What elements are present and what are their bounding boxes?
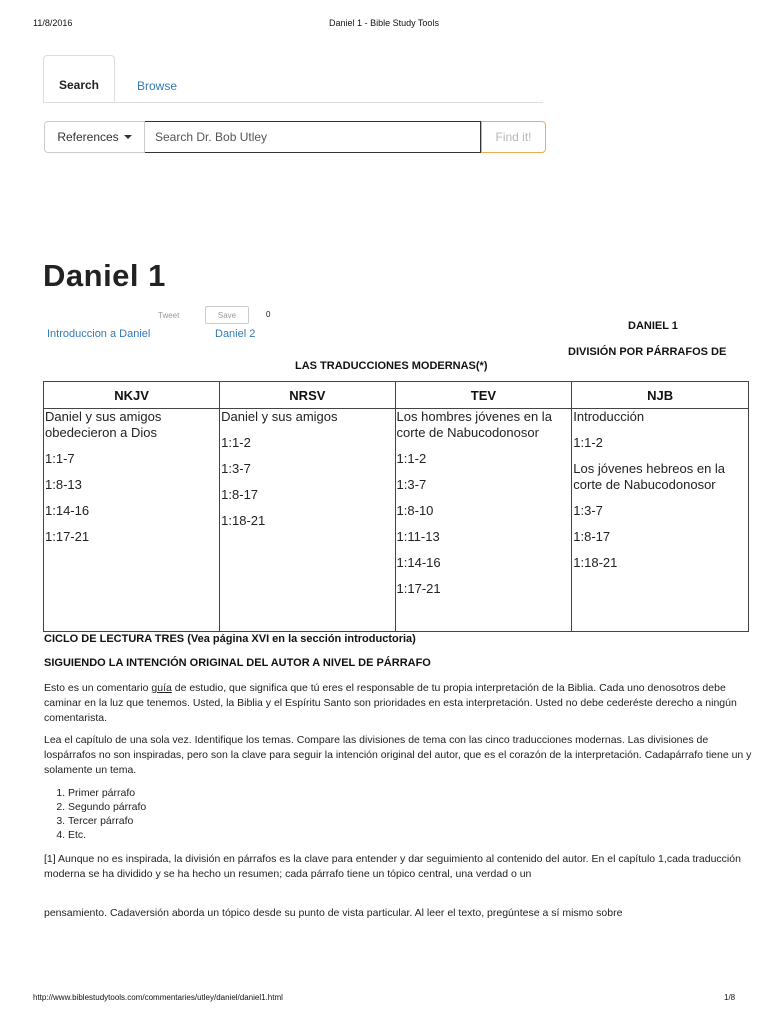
modern-translations-heading: LAS TRADUCCIONES MODERNAS(*) — [295, 360, 488, 372]
print-page-title: Daniel 1 - Bible Study Tools — [329, 18, 439, 28]
column-header-nrsv: NRSV — [220, 382, 395, 409]
paragraph-steps-list — [44, 786, 146, 842]
translations-table — [43, 381, 749, 632]
list-item: 2. Segundo párrafo — [68, 800, 146, 814]
references-dropdown-label: References — [57, 130, 119, 144]
cycle-heading: CICLO DE LECTURA TRES (Vea página XVI en la sección introductoria) — [44, 633, 416, 645]
column-header-tev: TEV — [395, 382, 572, 409]
cell-item: 1:1-2 — [221, 435, 251, 450]
table-header-row — [44, 382, 749, 409]
find-it-button[interactable]: Find it! — [481, 121, 546, 153]
print-url: http://www.biblestudytools.com/commentaries/utley/daniel/daniel1.html — [33, 993, 283, 1002]
division-heading: DIVISIÓN POR PÁRRAFOS DE — [568, 346, 727, 358]
caret-down-icon — [124, 135, 132, 139]
cell-item: 1:8-10 — [396, 503, 434, 518]
nkjv-cell — [44, 409, 220, 632]
print-date: 11/8/2016 — [33, 18, 73, 28]
tab-search[interactable]: Search — [43, 55, 115, 103]
paragraph-text: Esto es un comentario — [44, 682, 152, 694]
page-title: Daniel 1 — [43, 258, 166, 293]
nrsv-cell — [220, 409, 395, 632]
cell-item: 1:18-21 — [221, 513, 266, 528]
cell-item: 1:8-17 — [573, 529, 611, 544]
tab-browse[interactable]: Browse — [137, 79, 178, 93]
print-page-number: 1/8 — [724, 993, 736, 1002]
search-bar — [44, 121, 546, 153]
cell-item: 1:1-2 — [573, 435, 603, 450]
save-button[interactable]: Save — [205, 306, 249, 324]
njb-cell — [572, 409, 749, 632]
paragraph-read-chapter: Lea el capítulo de una sola vez. Identifique los temas. Compare las divisiones de tema con las cinco traducciones modernas. Las divisiones de lospárrafos no son inspiradas, pero son la clave para seguir la intención original del autor, que es el corazón de la interpretación. Cadapárrafo tiene un y solamente un tema. — [44, 734, 752, 776]
list-item: 1. Primer párrafo — [68, 786, 146, 800]
next-chapter-link[interactable]: Daniel 2 — [215, 328, 256, 340]
cell-item: 1:1-2 — [396, 451, 427, 466]
tev-cell — [395, 409, 572, 632]
paragraph-underlined-word: guía — [151, 682, 172, 694]
column-header-njb: NJB — [572, 382, 749, 409]
intent-heading: SIGUIENDO LA INTENCIÓN ORIGINAL DEL AUTOR A NIVEL DE PÁRRAFO — [44, 657, 431, 669]
cell-item: Daniel y sus amigos — [221, 409, 338, 424]
paragraph-study-guide — [44, 681, 756, 726]
chapter-heading: DANIEL 1 — [628, 320, 678, 332]
cell-item: Introducción — [573, 409, 645, 424]
cell-item: 1:17-21 — [45, 529, 90, 544]
cell-item: 1:14-16 — [45, 503, 90, 518]
cell-item: Los hombres jóvenes en la corte de Nabucodonosor — [396, 409, 552, 440]
cell-item: 1:3-7 — [396, 477, 427, 492]
cell-item: 1:1-7 — [45, 451, 75, 466]
cell-item: 1:17-21 — [396, 581, 441, 596]
cell-item: Daniel y sus amigos obedecieron a Dios — [45, 409, 162, 440]
cell-item: 1:11-13 — [396, 529, 440, 544]
footnote: [1] Aunque no es inspirada, la división en párrafos es la clave para entender y dar seguimiento al contenido del autor. En el capítulo 1,cada traducción moderna se ha dividido y se ha hecho un resumen; cada párrafo tiene un tópico central, una verdad o un — [44, 853, 741, 880]
cell-item: 1:8-17 — [221, 487, 259, 502]
tweet-button[interactable]: Tweet — [158, 311, 180, 320]
cell-item: 1:3-7 — [221, 461, 251, 476]
list-item: 4. Etc. — [68, 828, 146, 842]
column-header-nkjv: NKJV — [44, 382, 220, 409]
tab-divider — [43, 102, 543, 103]
prev-chapter-link[interactable]: Introduccion a Daniel — [47, 328, 151, 340]
cell-item: Los jóvenes hebreos en la corte de Nabucodonosor — [573, 461, 726, 492]
table-row — [44, 409, 749, 632]
search-input[interactable] — [145, 121, 481, 153]
paragraph-text: de estudio, que significa que tú eres el responsable de tu propia interpretación de la Biblia. Cada uno denosotros debe caminar en la luz que tenemos. Usted, la Biblia y el Espíritu Santo son prioridades en esta interpretación. Usted no debe cederéste derecho a ningún comentarista. — [44, 682, 737, 724]
references-dropdown[interactable] — [44, 121, 145, 153]
save-count: 0 — [266, 310, 271, 319]
cell-item: 1:3-7 — [573, 503, 603, 518]
cut-off-text: pensamiento. Cadaversión aborda un tópico desde su punto de vista particular. Al leer el texto, pregúntese a sí mismo sobre — [44, 907, 623, 918]
cell-item: 1:8-13 — [45, 477, 82, 492]
list-item: 3. Tercer párrafo — [68, 814, 146, 828]
cell-item: 1:14-16 — [396, 555, 441, 570]
cell-item: 1:18-21 — [573, 555, 618, 570]
